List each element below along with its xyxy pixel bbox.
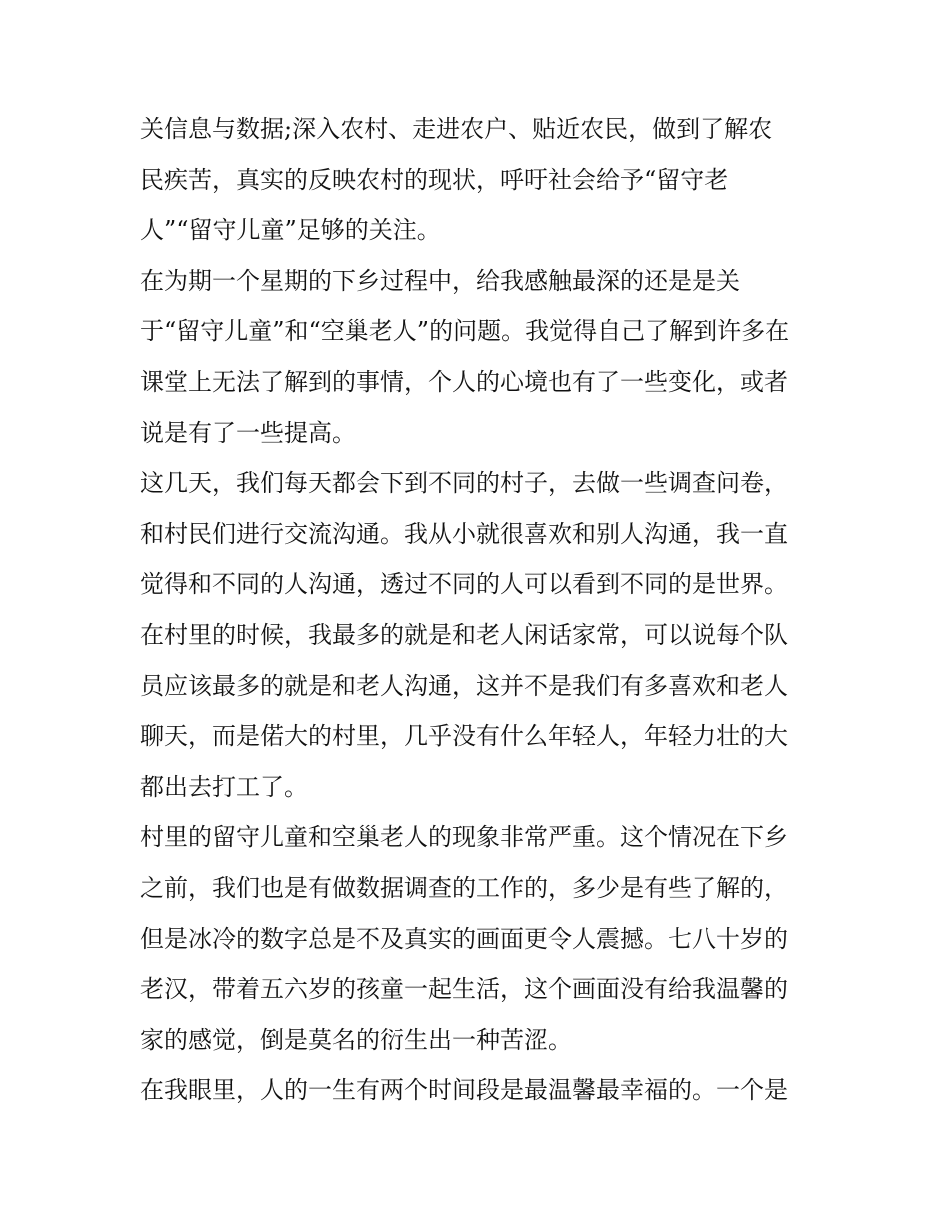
text-line: 聊天，而是偌大的村里，几乎没有什么年轻人，年轻力壮的大	[140, 722, 788, 751]
text-line: 员应该最多的就是和老人沟通，这并不是我们有多喜欢和老人	[140, 671, 788, 700]
text-line: 说是有了一些提高。	[140, 418, 356, 447]
text-line: 家的感觉，倒是莫名的衍生出一种苦涩。	[140, 1025, 572, 1054]
text-line: 老汉，带着五六岁的孩童一起生活，这个画面没有给我温馨的	[140, 975, 788, 1004]
text-line: 和村民们进行交流沟通。我从小就很喜欢和别人沟通，我一直	[140, 519, 788, 548]
text-line: 在为期一个星期的下乡过程中，给我感触最深的还是是关	[140, 266, 740, 295]
text-line: 于“留守儿童”和“空巢老人”的问题。我觉得自己了解到许多在	[140, 317, 790, 346]
text-line: 民疾苦，真实的反映农村的现状，呼吁社会给予“留守老	[140, 165, 729, 194]
text-line: 课堂上无法了解到的事情，个人的心境也有了一些变化，或者	[140, 367, 788, 396]
text-line: 都出去打工了。	[140, 772, 308, 801]
text-line: 觉得和不同的人沟通，透过不同的人可以看到不同的是世界。	[140, 570, 788, 599]
text-line: 关信息与数据;深入农村、走进农户、贴近农民，做到了解农	[140, 115, 773, 143]
text-line: 村里的留守儿童和空巢老人的现象非常严重。这个情况在下乡	[140, 823, 788, 852]
text-line: 但是冰冷的数字总是不及真实的画面更令人震撼。七八十岁的	[140, 924, 788, 953]
text-line: 在村里的时候，我最多的就是和老人闲话家常，可以说每个队	[140, 620, 788, 649]
text-line: 这几天，我们每天都会下到不同的村子，去做一些调查问卷，	[140, 469, 788, 498]
body-text	[140, 104, 812, 1116]
text-line: 之前，我们也是有做数据调查的工作的，多少是有些了解的，	[140, 873, 788, 902]
text-line: 人”“留守儿童”足够的关注。	[140, 216, 441, 245]
text-line: 在我眼里，人的一生有两个时间段是最温馨最幸福的。一个是	[140, 1076, 788, 1105]
